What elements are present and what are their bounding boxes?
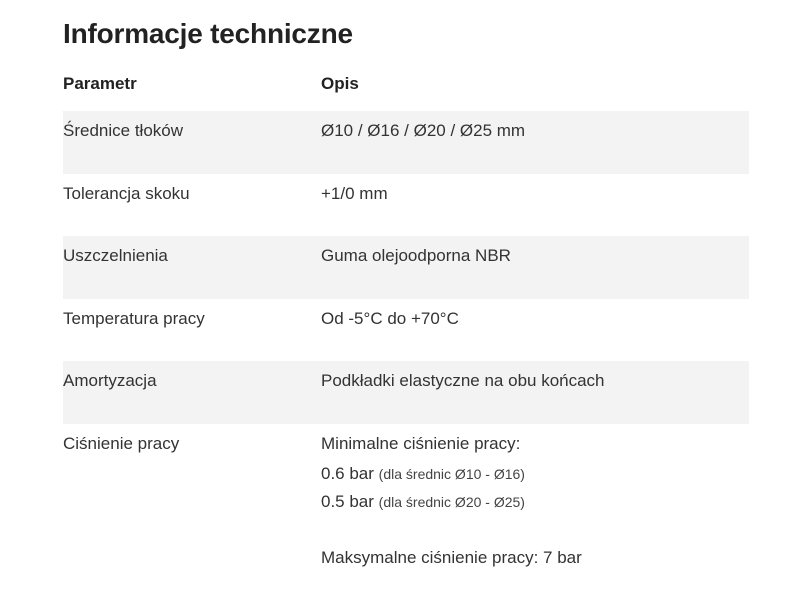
spec-table: [63, 67, 749, 572]
page-title: Informacje techniczne: [63, 18, 353, 49]
table-header-row: [63, 67, 749, 111]
header-param: Parametr: [63, 74, 137, 93]
table-row-pressure: [63, 424, 749, 573]
table-row: [63, 361, 749, 424]
row-param: Temperatura pracy: [63, 308, 205, 328]
min-pressure-note-2: (dla średnic Ø20 - Ø25): [378, 494, 525, 510]
row-desc: Ø10 / Ø16 / Ø20 / Ø25 mm: [321, 121, 526, 140]
table-row: [63, 111, 749, 174]
row-desc: Podkładki elastyczne na obu końcach: [321, 371, 605, 390]
row-param: Amortyzacja: [63, 371, 157, 390]
row-desc: Od -5°C do +70°C: [321, 308, 459, 328]
spacer: [321, 517, 749, 544]
min-pressure-line-2: [321, 488, 749, 517]
table-row: [63, 236, 749, 299]
min-pressure-value-2: 0.5 bar: [321, 492, 374, 511]
row-param: Tolerancja skoku: [63, 183, 190, 203]
pressure-desc: [321, 424, 749, 573]
min-pressure-value-1: 0.6 bar: [321, 463, 374, 483]
table-row: [63, 299, 749, 362]
row-desc: +1/0 mm: [321, 183, 388, 203]
row-param: Uszczelnienia: [63, 246, 168, 265]
table-row: [63, 174, 749, 237]
min-pressure-note-1: (dla średnic Ø10 - Ø16): [378, 465, 525, 482]
row-param: Ciśnienie pracy: [63, 433, 180, 453]
row-desc: Guma olejoodporna NBR: [321, 246, 511, 265]
min-pressure-line-1: [321, 460, 749, 489]
max-pressure-label: Maksymalne ciśnienie pracy: 7 bar: [321, 547, 582, 567]
header-desc: Opis: [321, 74, 359, 93]
row-param: Średnice tłoków: [63, 121, 184, 140]
min-pressure-label: Minimalne ciśnienie pracy:: [321, 433, 521, 453]
